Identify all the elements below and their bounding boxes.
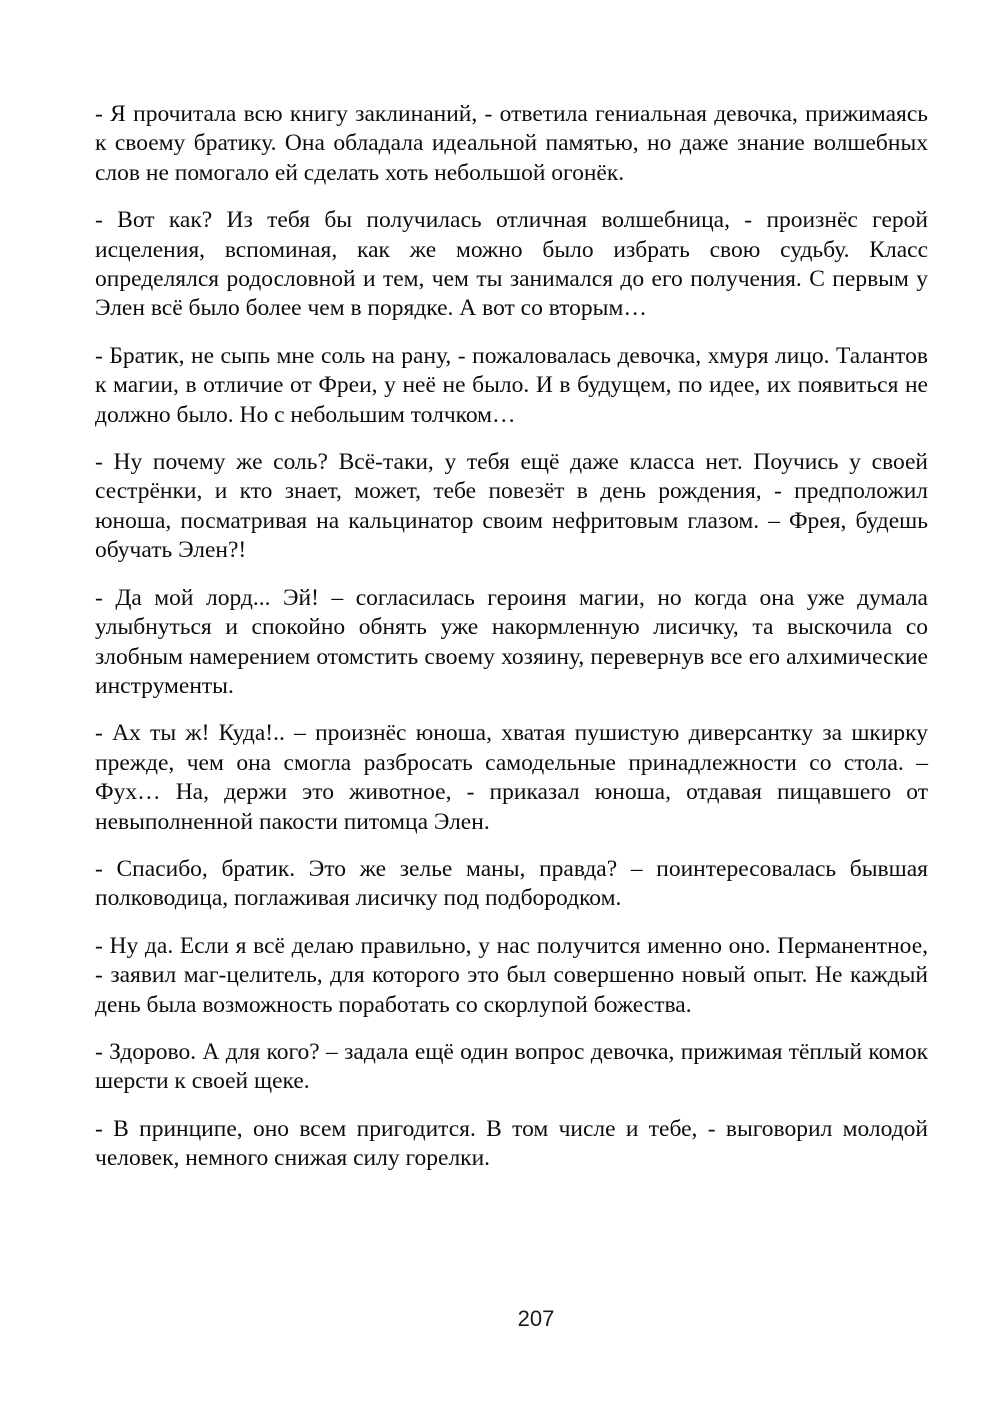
paragraph-9: - Здорово. А для кого? – задала ещё один вопрос девочка, прижимая тёплый комок шерсти к своей щеке. bbox=[95, 1038, 928, 1095]
paragraph-3: - Братик, не сыпь мне соль на рану, - пожаловалась девочка, хмуря лицо. Талантов к магии, в отличие от Фреи, у неё не было. И в будущем, по идее, их появиться не должно было. Но с небольшим толчком… bbox=[95, 342, 928, 428]
paragraph-4: - Ну почему же соль? Всё-таки, у тебя ещё даже класса нет. Поучись у своей сестрёнки, и кто знает, может, тебе повезёт в день рождения, - предположил юноша, посматривая на кальцинатор своим нефритовым глазом. – Фрея, будешь обучать Элен?! bbox=[95, 449, 928, 564]
paragraph-6: - Ах ты ж! Куда!.. – произнёс юноша, хватая пушистую диверсантку за шкирку прежде, чем она смогла разбросать самодельные принадлежности со стола. – Фух… На, держи это животное, - приказал юноша, отдавая пищавшего от невыполненной пакости питомца Элен. bbox=[95, 720, 928, 835]
page-content bbox=[95, 100, 928, 1174]
paragraph-1: - Я прочитала всю книгу заклинаний, - ответила гениальная девочка, прижимаясь к своему братику. Она обладала идеальной памятью, но даже знание волшебных слов не помогало ей сделать хоть небольшой огонёк. bbox=[95, 101, 928, 186]
page-number: 207 bbox=[517, 1306, 555, 1331]
paragraph-8: - Ну да. Если я всё делаю правильно, у нас получится именно оно. Перманентное, - заявил маг-целитель, для которого это был совершенно новый опыт. Не каждый день была возможность поработать со скорлупой божества. bbox=[95, 932, 928, 1018]
page-footer bbox=[36, 1306, 1000, 1332]
paragraph-7: - Спасибо, братик. Это же зелье маны, правда? – поинтересовалась бывшая полководица, поглаживая лисичку под подбородком. bbox=[95, 855, 928, 912]
paragraph-5: - Да мой лорд... Эй! – согласилась героиня магии, но когда она уже думала улыбнуться и спокойно обнять уже накормленную лисичку, та выскочила со злобным намерением отомстить своему хозяину, перевернув все его алхимические инструменты. bbox=[95, 584, 928, 699]
paragraph-10: - В принципе, оно всем пригодится. В том числе и тебе, - выговорил молодой человек, немного снижая силу горелки. bbox=[95, 1115, 928, 1172]
paragraph-2: - Вот как? Из тебя бы получилась отличная волшебница, - произнёс герой исцеления, вспоминая, как же можно было избрать свою судьбу. Класс определялся родословной и тем, чем ты занимался до его получения. С первым у Элен всё было более чем в порядке. А вот со вторым… bbox=[95, 207, 928, 322]
